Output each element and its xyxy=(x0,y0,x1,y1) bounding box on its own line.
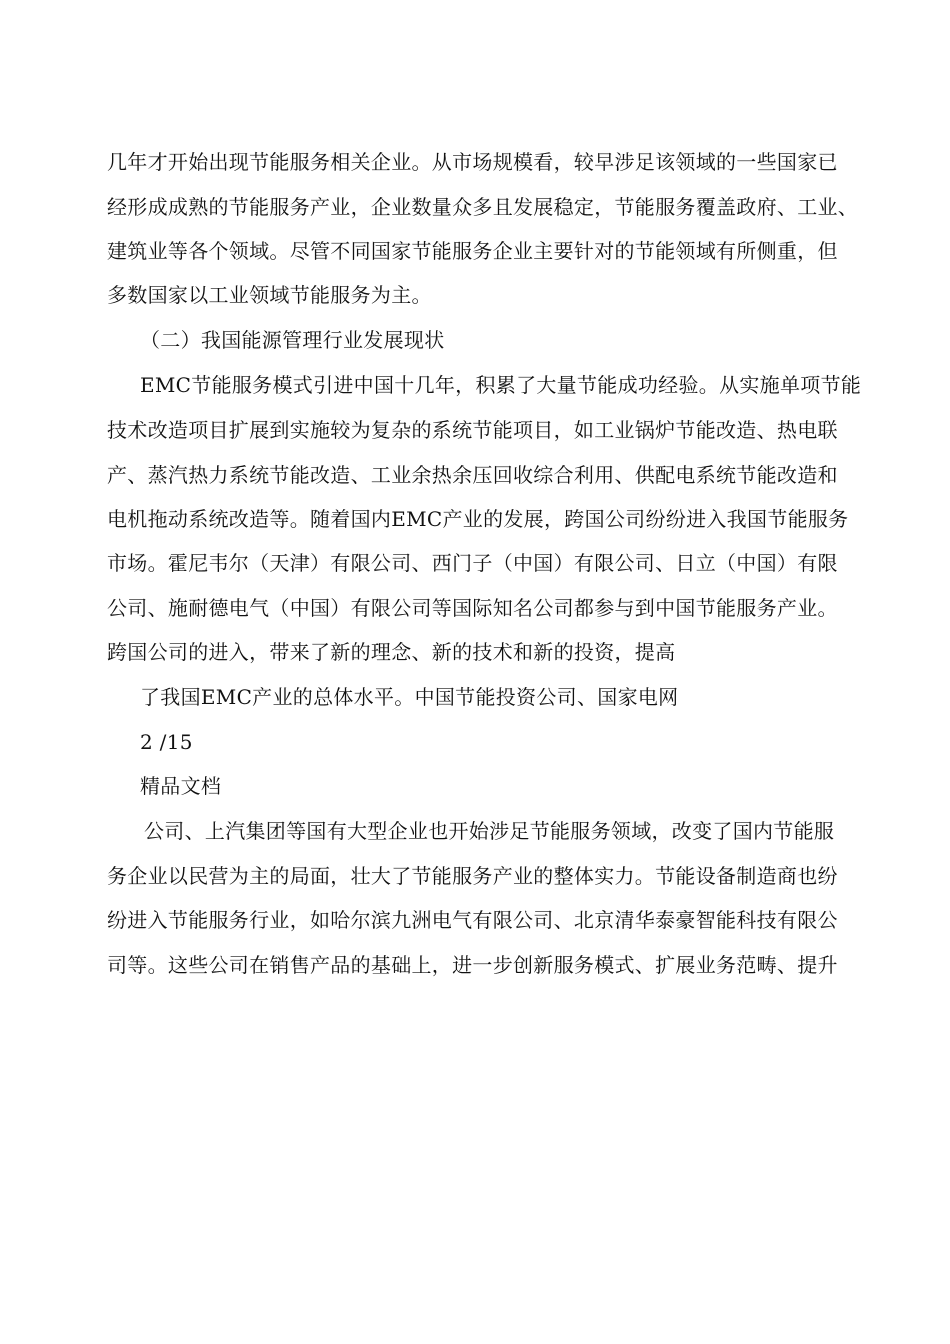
paragraph4-line-2: 务企业以民营为主的局面，壮大了节能服务产业的整体实力。节能设备制造商也纷 xyxy=(107,864,838,888)
paragraph1-line-3: 建筑业等各个领域。尽管不同国家节能服务企业主要针对的节能领域有所侧重，但 xyxy=(107,239,838,263)
paragraph2-line-7: 跨国公司的进入，带来了新的理念、新的技术和新的投资，提高 xyxy=(107,640,676,664)
paragraph1-line-4: 多数国家以工业领域节能服务为主。 xyxy=(107,283,432,307)
paragraph2-line-6: 公司、施耐德电气（中国）有限公司等国际知名公司都参与到中国节能服务产业。 xyxy=(107,596,838,620)
page-number: 2 /15 xyxy=(140,730,193,754)
paragraph1-line-2: 经形成成熟的节能服务产业，企业数量众多且发展稳定，节能服务覆盖政府、工业、 xyxy=(107,195,859,219)
paragraph1-line-1: 几年才开始出现节能服务相关企业。从市场规模看，较早涉足该领域的一些国家已 xyxy=(107,150,838,174)
paragraph3-line: 了我国EMC产业的总体水平。中国节能投资公司、国家电网 xyxy=(140,685,679,709)
paragraph2-line-3: 产、蒸汽热力系统节能改造、工业余热余压回收综合利用、供配电系统节能改造和 xyxy=(107,463,838,487)
section-heading: （二）我国能源管理行业发展现状 xyxy=(140,328,445,352)
watermark-text: 精品文档 xyxy=(140,774,222,798)
paragraph2-line-5: 市场。霍尼韦尔（天津）有限公司、西门子（中国）有限公司、日立（中国）有限 xyxy=(107,551,838,575)
paragraph2-line-1: EMC节能服务模式引进中国十几年，积累了大量节能成功经验。从实施单项节能 xyxy=(140,373,862,397)
paragraph4-line-3: 纷进入节能服务行业，如哈尔滨九洲电气有限公司、北京清华泰豪智能科技有限公 xyxy=(107,908,838,932)
paragraph4-line-1: 公司、上汽集团等国有大型企业也开始涉足节能服务领域，改变了国内节能服 xyxy=(144,819,835,843)
paragraph4-line-4: 司等。这些公司在销售产品的基础上，进一步创新服务模式、扩展业务范畴、提升 xyxy=(107,953,838,977)
paragraph2-line-2: 技术改造项目扩展到实施较为复杂的系统节能项目，如工业锅炉节能改造、热电联 xyxy=(107,418,838,442)
paragraph2-line-4: 电机拖动系统改造等。随着国内EMC产业的发展，跨国公司纷纷进入我国节能服务 xyxy=(107,507,849,531)
